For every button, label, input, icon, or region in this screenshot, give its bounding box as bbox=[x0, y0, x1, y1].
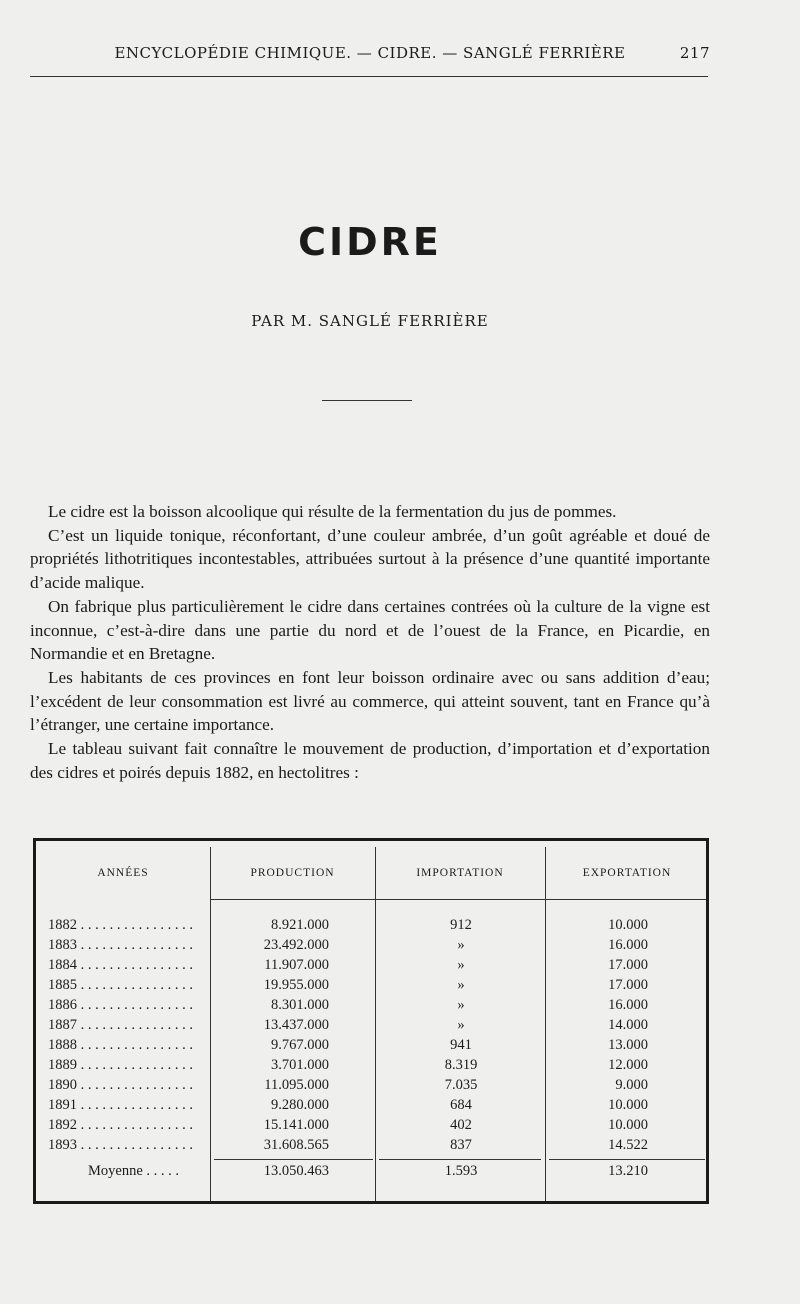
table-row bbox=[36, 1137, 706, 1157]
table-row bbox=[36, 1097, 706, 1117]
year-cell: 1888 . . . bbox=[48, 1037, 208, 1054]
table-row bbox=[36, 997, 706, 1017]
article-title: CIDRE bbox=[298, 220, 442, 264]
year-cell: 1886 . . . bbox=[48, 997, 208, 1014]
production-cell: 11.095.000 bbox=[264, 1077, 329, 1093]
year-cell: 1882 . . . bbox=[48, 917, 208, 934]
exportation-cell: 13.000 bbox=[608, 1037, 648, 1053]
importation-cell: » bbox=[457, 997, 465, 1013]
header-production: PRODUCTION bbox=[250, 867, 335, 879]
table-row bbox=[36, 917, 706, 937]
exportation-cell: 12.000 bbox=[608, 1057, 648, 1073]
exportation-cell: 14.522 bbox=[608, 1137, 648, 1153]
table-row bbox=[36, 1037, 706, 1057]
total-rule bbox=[379, 1159, 541, 1160]
exportation-cell: 10.000 bbox=[608, 917, 648, 933]
exportation-cell: 10.000 bbox=[608, 1117, 648, 1133]
table-row bbox=[36, 1077, 706, 1097]
body-text bbox=[30, 500, 710, 784]
average-label: Moyenne . . . bbox=[88, 1163, 179, 1180]
paragraph: Le tableau suivant fait connaître le mouvement de production, d’importation et d’exportation des cidres et poirés depuis 1882, en hectolitres : bbox=[30, 739, 710, 782]
exportation-cell: 17.000 bbox=[608, 977, 648, 993]
production-cell: 23.492.000 bbox=[263, 937, 329, 953]
page-number: 217 bbox=[679, 44, 710, 62]
paragraph: Les habitants de ces provinces en font leur boisson ordinaire avec ou sans addition d’eau; l’excédent de leur consommation est livré au commerce, qui atteint souvent, tant en France qu’à l’étranger, une certaine importance. bbox=[30, 667, 710, 735]
production-cell: 9.280.000 bbox=[271, 1097, 329, 1113]
total-rule bbox=[549, 1159, 705, 1160]
exportation-cell: 16.000 bbox=[608, 937, 648, 953]
paragraph: On fabrique plus particulièrement le cidre dans certaines contrées où la culture de la vigne est inconnue, c’est-à-dire dans une partie du nord et de l’ouest de la France, en Picardie, en Normandie et en Bretagne. bbox=[30, 596, 710, 664]
production-cell: 19.955.000 bbox=[263, 977, 329, 993]
year-cell: 1892 . . . bbox=[48, 1117, 208, 1134]
year-cell: 1893 . . . bbox=[48, 1137, 208, 1154]
running-header bbox=[30, 44, 710, 68]
paragraph: C’est un liquide tonique, réconfortant, d’une couleur ambrée, d’un goût agréable et doué de propriétés lithotritiques incontestables, attribuées surtout à la présence d’une quantité importante d’acide malique. bbox=[30, 525, 710, 593]
exportation-cell: 10.000 bbox=[608, 1097, 648, 1113]
running-title: ENCYCLOPÉDIE CHIMIQUE. — CIDRE. — SANGLÉ FERRIÈRE bbox=[114, 44, 626, 62]
header-underline bbox=[210, 899, 706, 900]
exportation-cell: 17.000 bbox=[608, 957, 648, 973]
author-line: PAR M. SANGLÉ FERRIÈRE bbox=[251, 312, 489, 330]
importation-cell: 402 bbox=[450, 1117, 472, 1133]
year-cell: 1889 . . . bbox=[48, 1057, 208, 1074]
header-importation: IMPORTATION bbox=[416, 867, 504, 879]
importation-cell: 8.319 bbox=[444, 1057, 478, 1073]
table-row bbox=[36, 1057, 706, 1077]
paragraph: Le cidre est la boisson alcoolique qui résulte de la fermentation du jus de pommes. bbox=[48, 502, 617, 521]
production-cell: 31.608.565 bbox=[263, 1137, 329, 1153]
year-cell: 1884 . . . bbox=[48, 957, 208, 974]
average-importation: 1.593 bbox=[444, 1163, 478, 1179]
production-cell: 11.907.000 bbox=[264, 957, 329, 973]
year-cell: 1890 . . . bbox=[48, 1077, 208, 1094]
importation-cell: » bbox=[457, 977, 465, 993]
importation-cell: » bbox=[457, 937, 465, 953]
header-rule bbox=[30, 76, 708, 77]
importation-cell: 837 bbox=[450, 1137, 472, 1153]
table-row bbox=[36, 937, 706, 957]
exportation-cell: 16.000 bbox=[608, 997, 648, 1013]
total-rule bbox=[214, 1159, 373, 1160]
exportation-cell: 14.000 bbox=[608, 1017, 648, 1033]
importation-cell: 941 bbox=[450, 1037, 472, 1053]
exportation-cell: 9.000 bbox=[615, 1077, 648, 1093]
header-years: ANNÉES bbox=[97, 867, 149, 879]
production-cell: 8.301.000 bbox=[271, 997, 329, 1013]
table-row bbox=[36, 977, 706, 997]
average-exportation: 13.210 bbox=[608, 1163, 648, 1179]
importation-cell: » bbox=[457, 957, 465, 973]
production-cell: 15.141.000 bbox=[263, 1117, 329, 1133]
cider-statistics-table bbox=[33, 838, 709, 1204]
year-cell: 1887 . . . bbox=[48, 1017, 208, 1034]
year-cell: 1891 . . . bbox=[48, 1097, 208, 1114]
table-row bbox=[36, 1117, 706, 1137]
production-cell: 3.701.000 bbox=[271, 1057, 329, 1073]
table-row bbox=[36, 1017, 706, 1037]
production-cell: 8.921.000 bbox=[271, 917, 329, 933]
importation-cell: 684 bbox=[450, 1097, 472, 1113]
average-production: 13.050.463 bbox=[263, 1163, 329, 1179]
table-row bbox=[36, 957, 706, 977]
importation-cell: 912 bbox=[450, 917, 472, 933]
year-cell: 1883 . . . bbox=[48, 937, 208, 954]
importation-cell: » bbox=[457, 1017, 465, 1033]
production-cell: 13.437.000 bbox=[263, 1017, 329, 1033]
header-exportation: EXPORTATION bbox=[582, 867, 672, 879]
year-cell: 1885 . . . bbox=[48, 977, 208, 994]
title-divider bbox=[322, 400, 412, 401]
average-row bbox=[36, 1163, 706, 1183]
production-cell: 9.767.000 bbox=[271, 1037, 329, 1053]
importation-cell: 7.035 bbox=[444, 1077, 478, 1093]
